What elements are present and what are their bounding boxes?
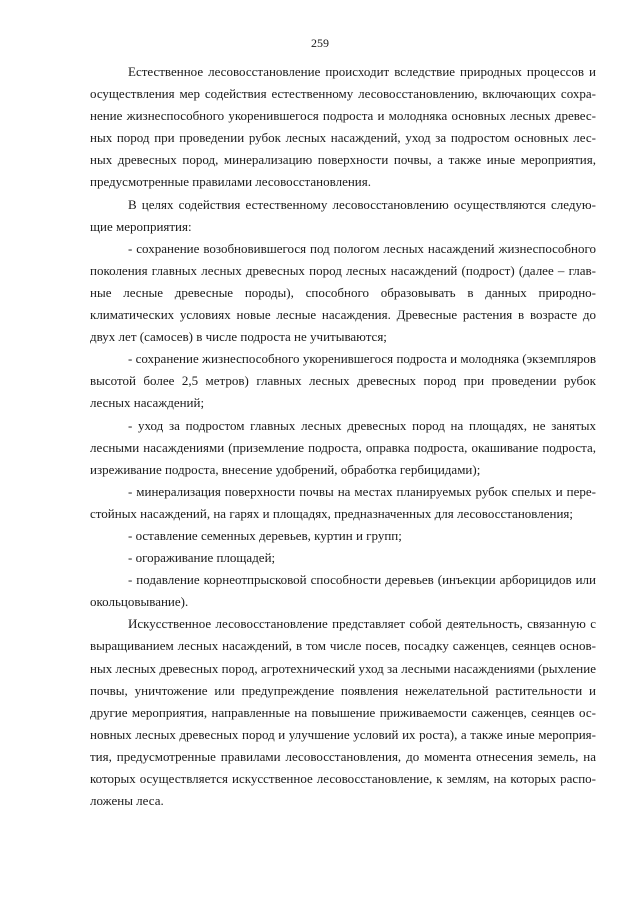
list-item-fencing: - огораживание площадей; (128, 550, 276, 566)
list-item-preserve-young-growth: - сохранение жизнеспособного укоренившегося подроста и молодняка (экземпляров высотой более 2,5 метров) главных лесных древесных пород при проведении рубок лесных насаждений; (90, 351, 596, 411)
list-item-undergrowth-care: - уход за подростом главных лесных древесных пород на площадях, не занятых лесными насаждениями (приземление подроста, оправка подроста, окашивание подроста, изреживание подроста, внесение удобрений, обработка гербицидами); (90, 417, 596, 477)
list-item-preserve-undergrowth: - сохранение возобновившегося под пологом лесных насаждений жизнеспособного поколения главных лесных древесных пород лесных насаждений (подрост) (далее – главные лесные древесные породы), способного образовывать в данных природно-климатических условиях новые лесные насаждения. Древесные растения в возрасте до двух лет (самосев) в числе подроста не учитываются; (90, 240, 596, 345)
paragraph-assistance-measures-intro: В целях содействия естественному лесовосстановлению осуществляются следующие мероприятия: (90, 196, 596, 234)
document-body (90, 61, 596, 812)
list-item-soil-mineralization: - минерализация поверхности почвы на местах планируемых рубок спелых и перестойных насаждений, на гарях и площадях, предназначенных для лесовосстановления; (90, 483, 596, 521)
page-number: 259 (311, 36, 329, 50)
list-item-root-suppression: - подавление корнеотпрысковой способности деревьев (инъекции арборицидов или окольцовывание). (90, 572, 596, 610)
paragraph-natural-reforestation: Естественное лесовосстановление происходит вследствие природных процессов и осуществления мер содействия естественному лесовосстановлению, включающих сохранение жизнеспособного укоренившегося подроста и молодняка основных лесных древесных пород при проведении рубок лесных насаждений, уход за подростом основных лесных древесных пород, минерализацию поверхности почвы, а также иные мероприятия, предусмотренные правилами лесовосстановления. (90, 64, 596, 190)
list-item-seed-trees: - оставление семенных деревьев, куртин и групп; (128, 527, 402, 543)
paragraph-artificial-reforestation: Искусственное лесовосстановление представляет собой деятельность, связанную с выращиванием лесных насаждений, в том числе посев, посадку саженцев, сеянцев основных лесных древесных пород, агротехнический уход за лесными насаждениями (рыхление почвы, уничтожение или предупреждение появления нежелательной растительности и другие мероприятия, направленные на повышение приживаемости саженцев, сеянцев основных лесных древесных пород и улучшение условий их роста), а также иные мероприятия, предусмотренные правилами лесовосстановления, до момента отнесения земель, на которых осуществляется искусственное лесовосстановление, к землям, на которых расположены леса. (90, 616, 596, 809)
